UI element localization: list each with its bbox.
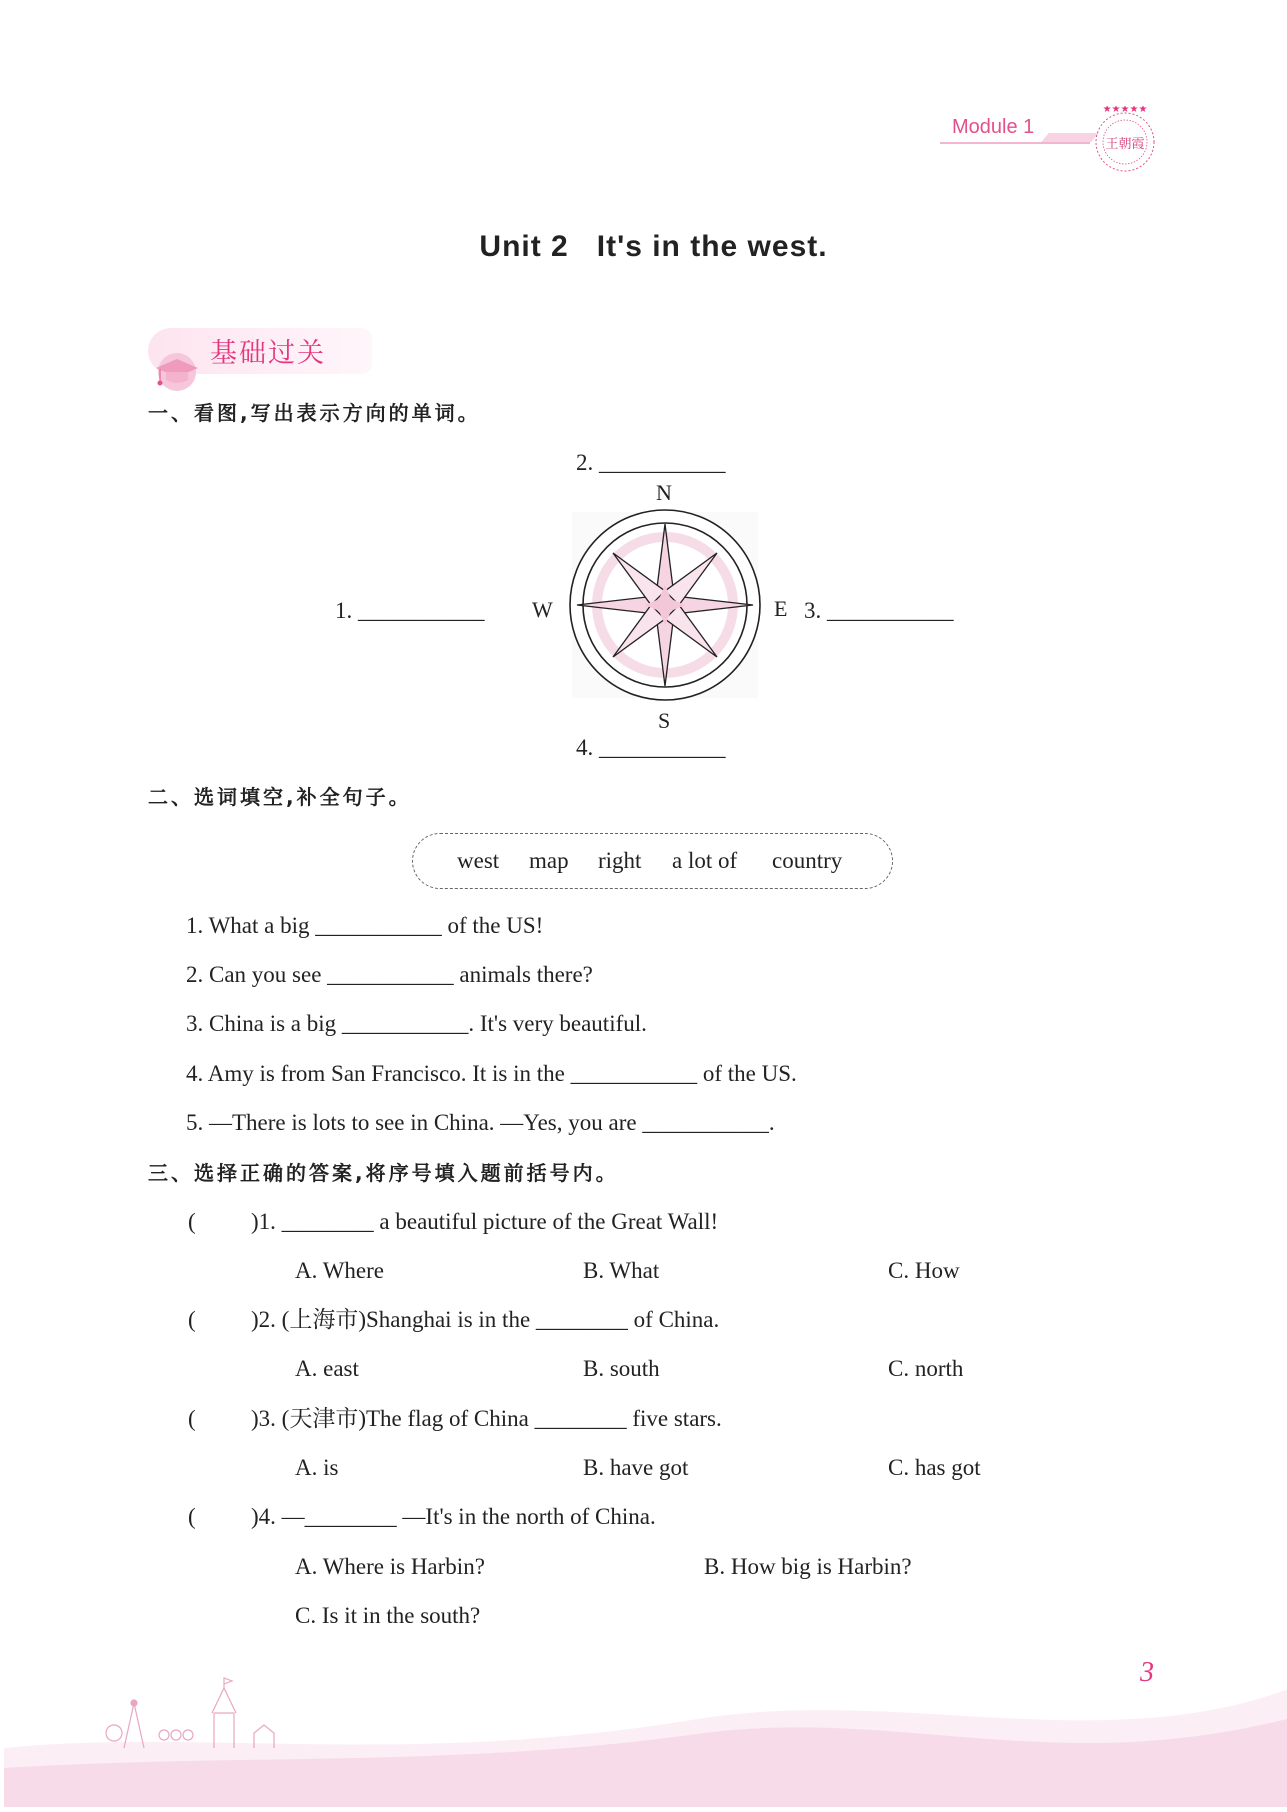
word-bank-item: west [457, 848, 500, 873]
option-a: A. Where [295, 1258, 384, 1283]
option-b: B. How big is Harbin? [704, 1554, 912, 1579]
word-bank-item: map [529, 848, 569, 873]
graduation-cap-icon [148, 332, 202, 397]
question-3: )3. (天津市)The flag of China ________ five stars. [251, 1406, 722, 1431]
word-bank-item: country [772, 848, 843, 873]
option-c: C. How [888, 1258, 960, 1283]
compass-s: S [658, 708, 671, 733]
blank-3: 3. ___________ [804, 598, 954, 623]
question-4: )4. —________ —It's in the north of China. [251, 1504, 656, 1529]
header-rule [940, 142, 1090, 144]
publisher-logo [1088, 88, 1154, 154]
option-b: B. have got [583, 1455, 689, 1480]
part1-heading: 一、看图,写出表示方向的单词。 [148, 401, 481, 425]
blank-1: 1. ___________ [335, 598, 485, 623]
compass-e: E [774, 596, 788, 621]
page-number: 3 [1140, 1657, 1154, 1688]
blank-2: 2. ___________ [576, 450, 726, 475]
option-c: C. has got [888, 1455, 981, 1480]
option-a: A. east [295, 1356, 359, 1381]
compass-w: W [532, 597, 553, 622]
option-c: C. Is it in the south? [295, 1603, 481, 1628]
option-b: B. south [583, 1356, 660, 1381]
module-label: Module 1 [952, 116, 1035, 138]
compass-rose-icon [568, 508, 762, 702]
question-1: )1. ________ a beautiful picture of the Great Wall! [251, 1209, 719, 1234]
option-a: A. Where is Harbin? [295, 1554, 485, 1579]
answer-paren: ( [188, 1307, 196, 1332]
part3-heading: 三、选择正确的答案,将序号填入题前括号内。 [148, 1161, 619, 1185]
compass-n: N [656, 480, 672, 505]
word-bank-item: right [598, 848, 642, 873]
question-2: )2. (上海市)Shanghai is in the ________ of China. [251, 1307, 720, 1332]
option-c: C. north [888, 1356, 964, 1381]
castle-illustration-icon [100, 1655, 324, 1758]
word-bank-item: a lot of [672, 848, 738, 873]
section-badge-label: 基础过关 [210, 338, 326, 369]
option-b: B. What [583, 1258, 660, 1283]
answer-paren: ( [188, 1209, 196, 1234]
sentence: 4. Amy is from San Francisco. It is in the ___________ of the US. [186, 1061, 797, 1086]
sentence: 1. What a big ___________ of the US! [186, 913, 544, 938]
sentence: 2. Can you see ___________ animals there? [186, 962, 593, 987]
answer-paren: ( [188, 1504, 196, 1529]
svg-text:王朝霞: 王朝霞 [1105, 137, 1145, 152]
option-a: A. is [295, 1455, 339, 1480]
sentence: 3. China is a big ___________. It's very beautiful. [186, 1011, 647, 1036]
part2-heading: 二、选词填空,补全句子。 [148, 785, 412, 809]
answer-paren: ( [188, 1406, 196, 1431]
page-title: Unit 2 It's in the west. [479, 230, 828, 263]
svg-text:★★★★★: ★★★★★ [1102, 106, 1148, 115]
sentence: 5. —There is lots to see in China. —Yes, you are ___________. [186, 1110, 775, 1135]
blank-4: 4. ___________ [576, 735, 726, 760]
